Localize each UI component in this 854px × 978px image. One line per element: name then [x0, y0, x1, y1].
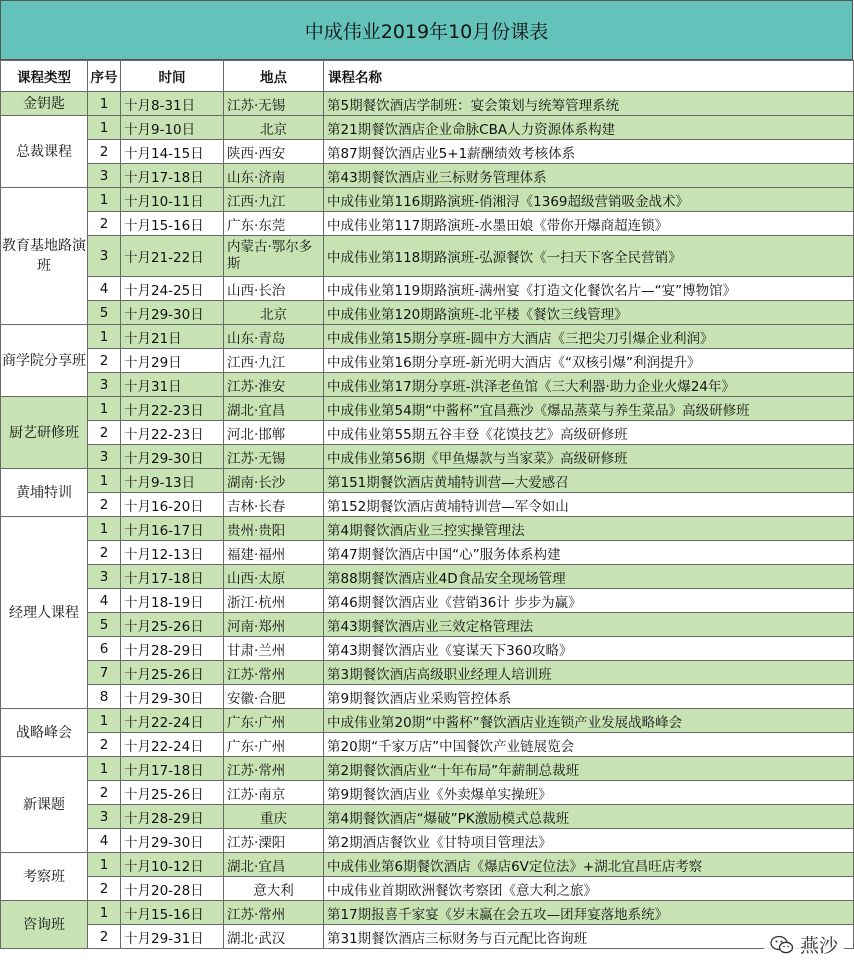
number-cell: 2	[88, 925, 121, 949]
location-cell: 江苏·常州	[224, 661, 324, 685]
location-cell: 河北·邯郸	[224, 421, 324, 445]
category-cell: 金钥匙	[1, 92, 88, 116]
number-cell: 4	[88, 829, 121, 853]
location-cell: 江苏·南京	[224, 781, 324, 805]
location-cell: 江苏·常州	[224, 901, 324, 925]
course-name-cell: 第2期餐饮酒店业“十年布局”年薪制总裁班	[324, 757, 854, 781]
course-name-cell: 第47期餐饮酒店中国“心”服务体系构建	[324, 541, 854, 565]
date-cell: 十月22-23日	[121, 397, 224, 421]
table-row	[1, 349, 854, 373]
course-name-cell: 第9期餐饮酒店业采购管控体系	[324, 685, 854, 709]
date-cell: 十月25-26日	[121, 661, 224, 685]
location-cell: 山西·长治	[224, 277, 324, 301]
number-cell: 1	[88, 853, 121, 877]
number-cell: 1	[88, 116, 121, 140]
date-cell: 十月12-13日	[121, 541, 224, 565]
course-name-cell: 第2期酒店餐饮业《甘特项目管理法》	[324, 829, 854, 853]
table-row	[1, 493, 854, 517]
table-row	[1, 325, 854, 349]
date-cell: 十月22-24日	[121, 709, 224, 733]
category-cell: 咨询班	[1, 901, 88, 949]
number-cell: 2	[88, 733, 121, 757]
location-cell: 安徽·合肥	[224, 685, 324, 709]
table-row	[1, 277, 854, 301]
course-name-cell: 中成伟业第17期分享班-洪泽老鱼馆《三大利器·助力企业火爆24年》	[324, 373, 854, 397]
course-name-cell: 中成伟业第6期餐饮酒店《爆店6V定位法》+湖北宜昌旺店考察	[324, 853, 854, 877]
table-row	[1, 637, 854, 661]
number-cell: 2	[88, 421, 121, 445]
table-row	[1, 685, 854, 709]
table-row	[1, 164, 854, 188]
course-name-cell: 中成伟业第118期路演班-弘源餐饮《一扫天下客全民营销》	[324, 236, 854, 277]
date-cell: 十月28-29日	[121, 805, 224, 829]
table-row	[1, 589, 854, 613]
location-cell: 山东·济南	[224, 164, 324, 188]
date-cell: 十月22-24日	[121, 733, 224, 757]
location-cell: 江苏·溧阳	[224, 829, 324, 853]
course-name-cell: 第43期餐饮酒店业《宴谋天下360攻略》	[324, 637, 854, 661]
date-cell: 十月29-30日	[121, 445, 224, 469]
date-cell: 十月17-18日	[121, 757, 224, 781]
date-cell: 十月16-17日	[121, 517, 224, 541]
location-cell: 湖北·宜昌	[224, 397, 324, 421]
table-row	[1, 901, 854, 925]
table-row	[1, 92, 854, 116]
date-cell: 十月14-15日	[121, 140, 224, 164]
watermark	[764, 929, 844, 960]
header-category: 课程类型	[1, 61, 88, 92]
category-cell: 商学院分享班	[1, 325, 88, 397]
category-cell: 厨艺研修班	[1, 397, 88, 469]
course-name-cell: 第9期餐饮酒店业《外卖爆单实操班》	[324, 781, 854, 805]
page-title: 中成伟业2019年10月份课表	[0, 0, 853, 60]
date-cell: 十月29-31日	[121, 925, 224, 949]
date-cell: 十月9-13日	[121, 469, 224, 493]
date-cell: 十月15-16日	[121, 901, 224, 925]
table-row	[1, 188, 854, 212]
number-cell: 8	[88, 685, 121, 709]
date-cell: 十月31日	[121, 373, 224, 397]
course-name-cell: 中成伟业第117期路演班-水墨田娘《带你开爆商超连锁》	[324, 212, 854, 236]
location-cell: 北京	[224, 301, 324, 325]
location-cell: 湖北·宜昌	[224, 853, 324, 877]
location-cell: 福建·福州	[224, 541, 324, 565]
course-name-cell: 第4期餐饮酒店业三控实操管理法	[324, 517, 854, 541]
table-row	[1, 709, 854, 733]
number-cell: 1	[88, 517, 121, 541]
course-name-cell: 第4期餐饮酒店“爆破”PK激励模式总裁班	[324, 805, 854, 829]
course-name-cell: 中成伟业第54期“中酱杯”宜昌燕沙《爆品蒸菜与养生菜品》高级研修班	[324, 397, 854, 421]
date-cell: 十月24-25日	[121, 277, 224, 301]
number-cell: 4	[88, 277, 121, 301]
table-row	[1, 469, 854, 493]
table-row	[1, 733, 854, 757]
number-cell: 3	[88, 805, 121, 829]
location-cell: 江西·九江	[224, 349, 324, 373]
course-name-cell: 中成伟业第120期路演班-北平楼《餐饮三线管理》	[324, 301, 854, 325]
date-cell: 十月29日	[121, 349, 224, 373]
header-number: 序号	[88, 61, 121, 92]
category-cell: 总裁课程	[1, 116, 88, 188]
location-cell: 甘肃·兰州	[224, 637, 324, 661]
category-cell: 新课题	[1, 757, 88, 853]
table-row	[1, 421, 854, 445]
course-name-cell: 第151期餐饮酒店黄埔特训营—大爱感召	[324, 469, 854, 493]
number-cell: 2	[88, 541, 121, 565]
table-row	[1, 829, 854, 853]
course-name-cell: 第5期餐饮酒店学制班：宴会策划与统筹管理系统	[324, 92, 854, 116]
table-row	[1, 661, 854, 685]
table-row	[1, 541, 854, 565]
table-row	[1, 301, 854, 325]
number-cell: 2	[88, 212, 121, 236]
date-cell: 十月18-19日	[121, 589, 224, 613]
location-cell: 江西·九江	[224, 188, 324, 212]
table-row	[1, 397, 854, 421]
table-row	[1, 236, 854, 277]
course-name-cell: 中成伟业第16期分享班-新光明大酒店《“双核引爆”利润提升》	[324, 349, 854, 373]
date-cell: 十月25-26日	[121, 781, 224, 805]
table-row	[1, 925, 854, 949]
number-cell: 2	[88, 349, 121, 373]
location-cell: 吉林·长春	[224, 493, 324, 517]
course-name-cell: 第46期餐饮酒店业《营销36计 步步为赢》	[324, 589, 854, 613]
course-name-cell: 第3期餐饮酒店高级职业经理人培训班	[324, 661, 854, 685]
course-name-cell: 第88期餐饮酒店业4D食品安全现场管理	[324, 565, 854, 589]
location-cell: 江苏·淮安	[224, 373, 324, 397]
location-cell: 江苏·常州	[224, 757, 324, 781]
table-row	[1, 140, 854, 164]
location-cell: 山东·青岛	[224, 325, 324, 349]
course-name-cell: 第87期餐饮酒店业5+1薪酬绩效考核体系	[324, 140, 854, 164]
number-cell: 1	[88, 92, 121, 116]
category-cell: 教育基地路演班	[1, 188, 88, 325]
number-cell: 2	[88, 781, 121, 805]
course-name-cell: 第43期餐饮酒店业三效定格管理法	[324, 613, 854, 637]
date-cell: 十月16-20日	[121, 493, 224, 517]
course-name-cell: 中成伟业第116期路演班-俏湘浔《1369超级营销吸金战术》	[324, 188, 854, 212]
number-cell: 1	[88, 709, 121, 733]
header-location: 地点	[224, 61, 324, 92]
number-cell: 1	[88, 469, 121, 493]
date-cell: 十月8-31日	[121, 92, 224, 116]
location-cell: 重庆	[224, 805, 324, 829]
table-row	[1, 373, 854, 397]
table-row	[1, 853, 854, 877]
number-cell: 6	[88, 637, 121, 661]
course-name-cell: 中成伟业第119期路演班-满州宴《打造文化餐饮名片—“宴”博物馆》	[324, 277, 854, 301]
header-date: 时间	[121, 61, 224, 92]
number-cell: 5	[88, 613, 121, 637]
date-cell: 十月25-26日	[121, 613, 224, 637]
table-row	[1, 517, 854, 541]
table-row	[1, 445, 854, 469]
number-cell: 1	[88, 188, 121, 212]
date-cell: 十月17-18日	[121, 164, 224, 188]
date-cell: 十月29-30日	[121, 685, 224, 709]
watermark-text: 燕沙	[799, 935, 838, 957]
number-cell: 3	[88, 445, 121, 469]
date-cell: 十月29-30日	[121, 829, 224, 853]
date-cell: 十月9-10日	[121, 116, 224, 140]
location-cell: 广东·东莞	[224, 212, 324, 236]
number-cell: 2	[88, 877, 121, 901]
number-cell: 3	[88, 236, 121, 277]
table-row	[1, 116, 854, 140]
number-cell: 1	[88, 325, 121, 349]
date-cell: 十月22-23日	[121, 421, 224, 445]
course-name-cell: 第43期餐饮酒店业三标财务管理体系	[324, 164, 854, 188]
table-row	[1, 781, 854, 805]
number-cell: 1	[88, 757, 121, 781]
location-cell: 北京	[224, 116, 324, 140]
number-cell: 1	[88, 397, 121, 421]
date-cell: 十月21日	[121, 325, 224, 349]
header-course-name: 课程名称	[324, 61, 854, 92]
header-row	[1, 61, 854, 92]
location-cell: 山西·太原	[224, 565, 324, 589]
wechat-icon	[770, 935, 794, 955]
course-name-cell: 第21期餐饮酒店企业命脉CBA人力资源体系构建	[324, 116, 854, 140]
date-cell: 十月10-12日	[121, 853, 224, 877]
category-cell: 经理人课程	[1, 517, 88, 709]
number-cell: 2	[88, 140, 121, 164]
course-name-cell: 第20期“千家万店”中国餐饮产业链展览会	[324, 733, 854, 757]
date-cell: 十月20-28日	[121, 877, 224, 901]
number-cell: 3	[88, 565, 121, 589]
number-cell: 7	[88, 661, 121, 685]
date-cell: 十月15-16日	[121, 212, 224, 236]
course-name-cell: 中成伟业第15期分享班-圆中方大酒店《三把尖刀引爆企业利润》	[324, 325, 854, 349]
location-cell: 河南·郑州	[224, 613, 324, 637]
course-name-cell: 第152期餐饮酒店黄埔特训营—军令如山	[324, 493, 854, 517]
course-name-cell: 中成伟业第56期《甲鱼爆款与当家菜》高级研修班	[324, 445, 854, 469]
location-cell: 江苏·无锡	[224, 445, 324, 469]
table-row	[1, 877, 854, 901]
location-cell: 贵州·贵阳	[224, 517, 324, 541]
schedule-table	[0, 60, 854, 949]
number-cell: 1	[88, 901, 121, 925]
table-row	[1, 565, 854, 589]
number-cell: 3	[88, 373, 121, 397]
course-name-cell: 第17期报喜千家宴《岁末赢在会五攻—团拜宴落地系统》	[324, 901, 854, 925]
date-cell: 十月29-30日	[121, 301, 224, 325]
category-cell: 黄埔特训	[1, 469, 88, 517]
number-cell: 3	[88, 164, 121, 188]
number-cell: 5	[88, 301, 121, 325]
table-row	[1, 212, 854, 236]
location-cell: 广东·广州	[224, 709, 324, 733]
location-cell: 江苏·无锡	[224, 92, 324, 116]
schedule-body	[1, 92, 854, 949]
category-cell: 考察班	[1, 853, 88, 901]
course-name-cell: 第31期餐饮酒店三标财务与百元配比咨询班	[324, 925, 854, 949]
date-cell: 十月21-22日	[121, 236, 224, 277]
number-cell: 4	[88, 589, 121, 613]
table-row	[1, 613, 854, 637]
location-cell: 浙江·杭州	[224, 589, 324, 613]
date-cell: 十月17-18日	[121, 565, 224, 589]
location-cell: 意大利	[224, 877, 324, 901]
location-cell: 湖南·长沙	[224, 469, 324, 493]
location-cell: 湖北·武汉	[224, 925, 324, 949]
course-name-cell: 中成伟业首期欧洲餐饮考察团《意大利之旅》	[324, 877, 854, 901]
category-cell: 战略峰会	[1, 709, 88, 757]
number-cell: 2	[88, 493, 121, 517]
course-name-cell: 中成伟业第55期五谷丰登《花馍技艺》高级研修班	[324, 421, 854, 445]
table-row	[1, 805, 854, 829]
course-name-cell: 中成伟业第20期“中酱杯”餐饮酒店业连锁产业发展战略峰会	[324, 709, 854, 733]
location-cell: 内蒙古·鄂尔多斯	[224, 236, 324, 277]
date-cell: 十月10-11日	[121, 188, 224, 212]
location-cell: 广东·广州	[224, 733, 324, 757]
date-cell: 十月28-29日	[121, 637, 224, 661]
location-cell: 陕西·西安	[224, 140, 324, 164]
table-row	[1, 757, 854, 781]
